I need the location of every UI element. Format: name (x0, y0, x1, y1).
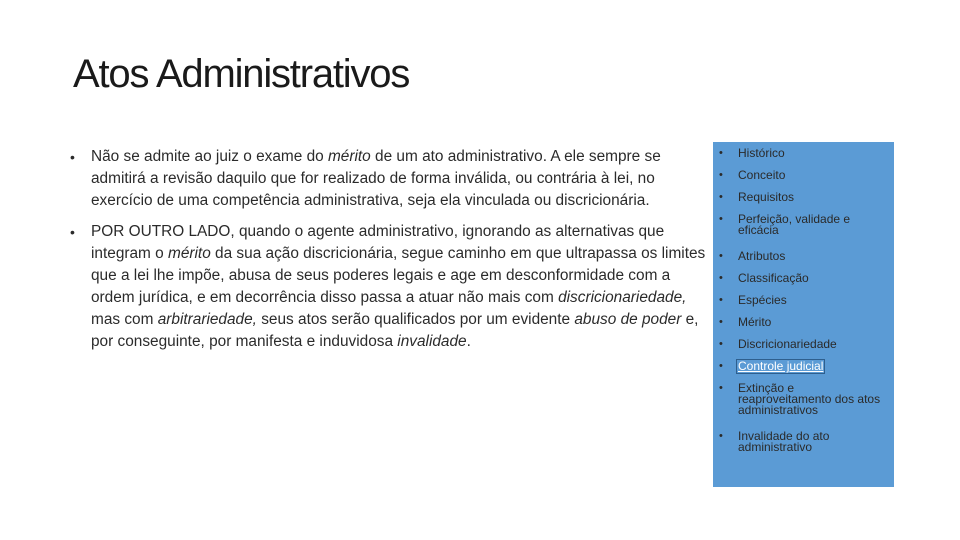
main-content (70, 146, 710, 362)
topic-item-classificacao[interactable] (717, 273, 886, 284)
topic-item-invalidade[interactable] (717, 431, 886, 453)
topic-item-conceito[interactable] (717, 170, 886, 181)
topic-label: Discricionariedade (738, 337, 837, 351)
text: Não se admite ao juiz o exame do (91, 148, 328, 165)
text: da sua ação discricionária, segue caminho em que ultrapassa os limites que a lei lhe impõe, abusa de seus poderes legais e age em desconformidade com a ordem jurídica, e em decorrência disso passa a atuar não mais com (91, 245, 706, 306)
bullet: • (719, 191, 723, 203)
topic-item-merito[interactable] (717, 317, 886, 328)
topic-item-requisitos[interactable] (717, 192, 886, 203)
topic-label: Invalidade do ato administrativo (738, 429, 830, 454)
topic-item-controle-judicial[interactable] (717, 361, 886, 372)
bullet: • (719, 147, 723, 159)
topic-label: Mérito (738, 315, 772, 329)
bullet: • (719, 382, 723, 394)
text-emphasis: invalidade (397, 333, 467, 350)
topic-label: Espécies (738, 293, 787, 307)
topic-label: Histórico (738, 146, 785, 160)
text: . (466, 333, 471, 350)
topic-label: Perfeição, validade e eficácia (738, 212, 851, 237)
bullet: • (719, 294, 723, 306)
slide-title: Atos Administrativos (73, 52, 410, 96)
topic-label-active[interactable]: Controle judicial (738, 359, 824, 373)
text: e, por conseguinte, por manifesta e induvidosa (91, 311, 699, 350)
text-emphasis: mérito (168, 245, 211, 262)
topic-label: Conceito (738, 168, 786, 182)
topic-sidebar (713, 142, 894, 487)
text: POR OUTRO LADO, quando o agente administrativo, ignorando as alternativas que integram o (91, 223, 665, 262)
topic-item-historico[interactable] (717, 148, 886, 159)
bullet: • (70, 149, 75, 165)
bullet: • (719, 360, 723, 372)
bullet: • (719, 250, 723, 262)
topic-item-extincao[interactable] (717, 383, 886, 416)
bullet: • (719, 430, 723, 442)
topic-item-especies[interactable] (717, 295, 886, 306)
text: mas com (91, 311, 158, 328)
bullet: • (719, 213, 723, 225)
bullet: • (719, 272, 723, 284)
topic-label: Atributos (738, 249, 786, 263)
bullet: • (719, 338, 723, 350)
text-emphasis: abuso de poder (574, 311, 682, 328)
paragraph-abuso-de-poder (70, 221, 710, 353)
topic-list (717, 148, 886, 453)
text-emphasis: mérito (327, 148, 371, 165)
paragraph-merito-limits (70, 146, 710, 212)
text-emphasis: arbitrariedade, (157, 311, 257, 328)
bullet: • (719, 169, 723, 181)
text-emphasis: discricionariedade, (558, 289, 687, 306)
topic-item-atributos[interactable] (717, 251, 886, 262)
topic-label: Requisitos (738, 190, 795, 204)
topic-item-discricionariedade[interactable] (717, 339, 886, 350)
text: de um ato administrativo. A ele sempre se admitirá a revisão daquilo que for realizado de forma inválida, ou contrária à lei, no exercício de uma competência administrativa, seja ela vinculada ou discricionária. (91, 148, 661, 209)
bullet: • (70, 224, 75, 240)
topic-label: Classificação (738, 271, 809, 285)
topic-label: Extinção e reaproveitamento dos atos administrativos (738, 381, 881, 417)
bullet: • (719, 316, 723, 328)
topic-item-perfeicao[interactable] (717, 214, 886, 236)
text: seus atos serão qualificados por um evidente (256, 311, 575, 328)
